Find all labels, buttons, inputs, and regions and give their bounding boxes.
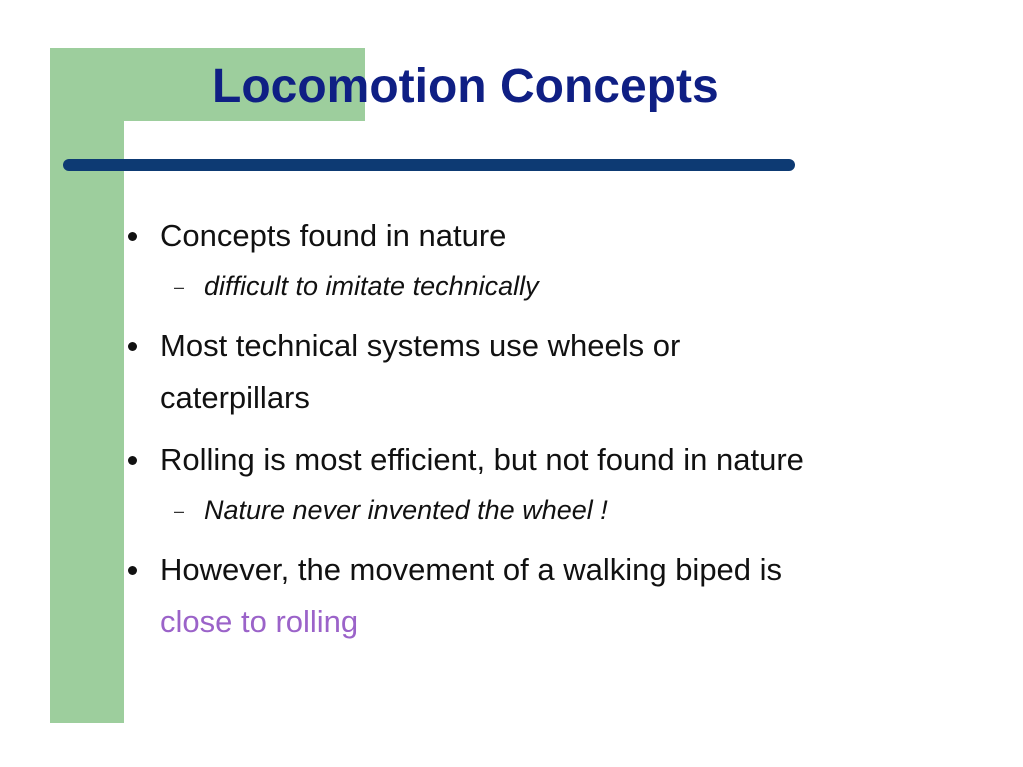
bullet-text-continued: caterpillars: [160, 380, 310, 415]
bullet-text: Rolling is most efficient, but not found in nature: [160, 442, 804, 477]
sub-bullet-item: [126, 486, 986, 534]
bullet-dot-icon: [126, 210, 160, 262]
decor-rounded-corner: [124, 121, 184, 181]
dash-icon: –: [174, 277, 185, 297]
decor-green-bar-vertical: [50, 48, 124, 723]
bullet-item: [126, 544, 986, 648]
sub-bullet-text: difficult to imitate technically: [204, 271, 539, 301]
dash-icon: –: [174, 501, 185, 521]
sub-bullet-item: [126, 262, 986, 310]
bullet-text: Concepts found in nature: [160, 218, 507, 253]
title-underline-rule: [63, 159, 795, 171]
bullet-item: [126, 434, 986, 486]
spacer: [126, 424, 986, 434]
slide-content: [126, 210, 986, 648]
sub-bullet-text: Nature never invented the wheel !: [204, 495, 608, 525]
bullet-item: [126, 210, 986, 262]
bullet-text: Most technical systems use wheels or: [160, 328, 681, 363]
bullet-dot-icon: [126, 544, 160, 596]
slide-title: Locomotion Concepts: [212, 60, 719, 113]
highlighted-text: close to rolling: [160, 604, 359, 639]
bullet-item: [126, 320, 986, 424]
bullet-text: However, the movement of a walking biped is: [160, 552, 783, 587]
bullet-dot-icon: [126, 320, 160, 372]
bullet-dot-icon: [126, 434, 160, 486]
